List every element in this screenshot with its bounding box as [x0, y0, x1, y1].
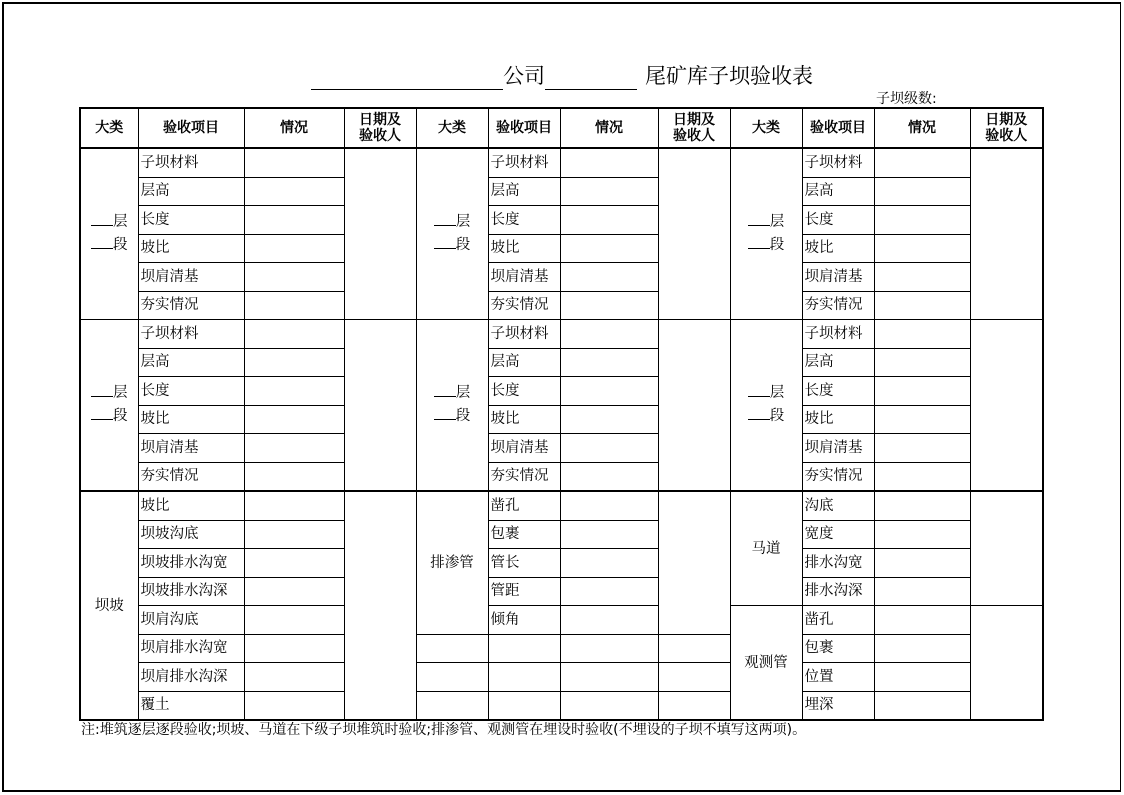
status-cell[interactable] — [874, 634, 970, 663]
empty-cell[interactable] — [416, 634, 488, 663]
date-inspector-cell[interactable] — [970, 491, 1043, 606]
item-cell: 包裹 — [488, 520, 560, 549]
subdam-level-label: 子坝级数: — [876, 91, 937, 107]
header-text: 情况 — [595, 120, 623, 136]
segment-blank[interactable] — [748, 234, 770, 249]
table-row — [80, 348, 1043, 377]
status-cell[interactable] — [560, 520, 658, 549]
header-text: 大类 — [95, 120, 124, 136]
empty-cell[interactable] — [488, 663, 560, 692]
status-cell[interactable] — [560, 491, 658, 520]
item-cell: 坡比 — [802, 405, 874, 434]
empty-cell[interactable] — [658, 634, 730, 663]
item-cell: 长度 — [802, 206, 874, 235]
category-berm: 马道 — [730, 491, 802, 606]
item-cell: 夯实情况 — [488, 462, 560, 491]
item-cell: 坡比 — [138, 405, 244, 434]
layer-category-cell[interactable] — [416, 320, 488, 492]
header-cell — [344, 108, 416, 148]
tailings-blank[interactable] — [545, 63, 637, 90]
header-cell — [560, 108, 658, 148]
status-cell[interactable] — [874, 148, 970, 177]
item-cell: 长度 — [802, 377, 874, 406]
layer-blank[interactable] — [748, 382, 770, 397]
category-drainage-pipe: 排渗管 — [416, 491, 488, 634]
table-row — [80, 234, 1043, 263]
status-cell[interactable] — [874, 377, 970, 406]
layer-category-cell[interactable] — [80, 148, 138, 320]
status-cell[interactable] — [560, 263, 658, 292]
header-text: 情况 — [908, 120, 936, 136]
table-row — [80, 520, 1043, 549]
status-cell[interactable] — [874, 234, 970, 263]
status-cell[interactable] — [244, 263, 344, 292]
status-cell[interactable] — [244, 577, 344, 606]
item-cell: 倾角 — [488, 606, 560, 635]
segment-blank[interactable] — [434, 405, 456, 420]
category-monitoring-pipe: 观测管 — [730, 606, 802, 721]
layer-label — [91, 211, 128, 257]
item-cell: 子坝材料 — [138, 148, 244, 177]
table-row — [80, 263, 1043, 292]
date-inspector-cell[interactable] — [970, 320, 1043, 492]
item-cell: 夯实情况 — [138, 462, 244, 491]
table-row — [80, 577, 1043, 606]
header-cell — [244, 108, 344, 148]
status-cell[interactable] — [874, 405, 970, 434]
item-cell: 层高 — [138, 177, 244, 206]
table-row — [80, 434, 1043, 463]
layer-label — [434, 211, 471, 257]
layer-blank[interactable] — [91, 382, 113, 397]
status-cell[interactable] — [560, 434, 658, 463]
layer-label — [434, 382, 471, 428]
ceng-text: 层 — [455, 385, 471, 401]
item-cell: 长度 — [488, 206, 560, 235]
item-cell: 沟底 — [802, 491, 874, 520]
item-cell: 层高 — [802, 348, 874, 377]
table-row — [80, 491, 1043, 520]
footnote: 注:堆筑逐层逐段验收;坝坡、马道在下级子坝堆筑时验收;排渗管、观测管在埋设时验收(不埋设的子坝不填写这两项)。 — [81, 722, 807, 738]
item-cell: 子坝材料 — [488, 320, 560, 349]
item-cell: 位置 — [802, 663, 874, 692]
date-inspector-cell[interactable] — [344, 491, 416, 720]
table-row — [80, 663, 1043, 692]
status-cell[interactable] — [874, 462, 970, 491]
header-text: 日期及 — [985, 112, 1028, 128]
date-inspector-cell[interactable] — [658, 320, 730, 492]
date-inspector-cell[interactable] — [658, 148, 730, 320]
status-cell[interactable] — [874, 320, 970, 349]
layer-blank[interactable] — [91, 211, 113, 226]
layer-label — [748, 211, 785, 257]
header-text: 大类 — [438, 120, 466, 136]
header-text: 验收人 — [985, 128, 1028, 144]
item-cell: 排水沟宽 — [802, 549, 874, 578]
date-inspector-cell[interactable] — [344, 320, 416, 492]
status-cell[interactable] — [244, 348, 344, 377]
item-cell: 坝肩清基 — [138, 263, 244, 292]
category-slope: 坝坡 — [80, 491, 138, 720]
item-cell: 层高 — [488, 348, 560, 377]
ceng-text: 层 — [455, 214, 471, 230]
status-cell[interactable] — [560, 348, 658, 377]
status-cell[interactable] — [874, 577, 970, 606]
layer-category-cell[interactable] — [416, 148, 488, 320]
status-cell[interactable] — [874, 206, 970, 235]
header-cell — [488, 108, 560, 148]
duan-text: 段 — [769, 408, 785, 424]
item-cell: 坝肩清基 — [488, 434, 560, 463]
table-row — [80, 634, 1043, 663]
status-cell[interactable] — [560, 206, 658, 235]
form-title — [0, 58, 1124, 90]
item-cell: 坝肩清基 — [138, 434, 244, 463]
status-cell[interactable] — [244, 405, 344, 434]
segment-blank[interactable] — [91, 405, 113, 420]
header-row — [80, 108, 1043, 148]
segment-line — [434, 405, 471, 428]
status-cell[interactable] — [560, 634, 658, 663]
duan-text: 段 — [113, 408, 128, 424]
header-cell — [730, 108, 802, 148]
segment-line — [748, 405, 785, 428]
item-cell: 埋深 — [802, 691, 874, 720]
table-row — [80, 291, 1043, 320]
ceng-text: 层 — [113, 385, 128, 401]
status-cell[interactable] — [560, 577, 658, 606]
status-cell[interactable] — [560, 691, 658, 720]
empty-cell[interactable] — [416, 691, 488, 720]
empty-cell[interactable] — [488, 691, 560, 720]
duan-text: 段 — [455, 237, 471, 253]
status-cell[interactable] — [244, 520, 344, 549]
layer-line — [91, 211, 128, 234]
header-text: 验收项目 — [163, 120, 219, 136]
duan-text: 段 — [113, 237, 128, 253]
item-cell: 包裹 — [802, 634, 874, 663]
layer-line — [91, 382, 128, 405]
status-cell[interactable] — [560, 148, 658, 177]
table-row — [80, 320, 1043, 349]
status-cell[interactable] — [874, 434, 970, 463]
company-blank[interactable] — [311, 63, 503, 90]
form-name: 尾矿库子坝验收表 — [645, 64, 813, 88]
item-cell: 坝肩清基 — [802, 263, 874, 292]
item-cell: 凿孔 — [802, 606, 874, 635]
date-inspector-cell[interactable] — [970, 606, 1043, 721]
item-cell: 子坝材料 — [802, 148, 874, 177]
item-cell: 坡比 — [138, 234, 244, 263]
item-cell: 夯实情况 — [802, 462, 874, 491]
status-cell[interactable] — [560, 663, 658, 692]
status-cell[interactable] — [244, 663, 344, 692]
header-cell — [802, 108, 874, 148]
status-cell[interactable] — [244, 634, 344, 663]
layer-label — [91, 382, 128, 428]
header-text: 验收项目 — [810, 120, 866, 136]
layer-label — [748, 382, 785, 428]
header-text: 日期及 — [359, 112, 401, 128]
item-cell: 子坝材料 — [802, 320, 874, 349]
header-text: 验收项目 — [496, 120, 552, 136]
status-cell[interactable] — [244, 491, 344, 520]
empty-cell[interactable] — [658, 663, 730, 692]
status-cell[interactable] — [874, 263, 970, 292]
status-cell[interactable] — [874, 691, 970, 720]
ceng-text: 层 — [113, 214, 128, 230]
item-cell: 夯实情况 — [488, 291, 560, 320]
table-row — [80, 405, 1043, 434]
empty-cell[interactable] — [658, 691, 730, 720]
header-cell — [658, 108, 730, 148]
layer-blank[interactable] — [434, 382, 456, 397]
empty-cell[interactable] — [416, 663, 488, 692]
item-cell: 坝肩清基 — [488, 263, 560, 292]
item-cell: 坝坡排水沟宽 — [138, 549, 244, 578]
status-cell[interactable] — [874, 348, 970, 377]
item-cell: 坝坡排水沟深 — [138, 577, 244, 606]
item-cell: 长度 — [138, 377, 244, 406]
item-cell: 凿孔 — [488, 491, 560, 520]
item-cell: 坝肩排水沟深 — [138, 663, 244, 692]
date-inspector-cell[interactable] — [658, 491, 730, 634]
item-cell: 坝肩清基 — [802, 434, 874, 463]
item-cell: 坡比 — [488, 234, 560, 263]
item-cell: 层高 — [802, 177, 874, 206]
status-cell[interactable] — [244, 206, 344, 235]
status-cell[interactable] — [560, 291, 658, 320]
date-inspector-cell[interactable] — [970, 148, 1043, 320]
segment-line — [91, 405, 128, 428]
ceng-text: 层 — [769, 385, 785, 401]
status-cell[interactable] — [874, 663, 970, 692]
item-cell: 子坝材料 — [488, 148, 560, 177]
header-cell — [874, 108, 970, 148]
header-cell — [416, 108, 488, 148]
status-cell[interactable] — [874, 291, 970, 320]
item-cell: 长度 — [488, 377, 560, 406]
header-cell — [970, 108, 1043, 148]
header-text: 日期及 — [673, 112, 715, 128]
table-row — [80, 148, 1043, 177]
status-cell[interactable] — [244, 691, 344, 720]
item-cell: 层高 — [138, 348, 244, 377]
status-cell[interactable] — [560, 377, 658, 406]
item-cell: 坝坡沟底 — [138, 520, 244, 549]
item-cell: 管长 — [488, 549, 560, 578]
header-text: 验收人 — [359, 128, 401, 144]
header-text: 情况 — [280, 120, 308, 136]
layer-category-cell[interactable] — [730, 320, 802, 492]
layer-category-cell[interactable] — [80, 320, 138, 492]
status-cell[interactable] — [874, 606, 970, 635]
header-text: 验收人 — [673, 128, 715, 144]
date-inspector-cell[interactable] — [344, 148, 416, 320]
table-row — [80, 606, 1043, 635]
status-cell[interactable] — [560, 405, 658, 434]
item-cell: 长度 — [138, 206, 244, 235]
segment-blank[interactable] — [748, 405, 770, 420]
table-row — [80, 691, 1043, 720]
status-cell[interactable] — [874, 491, 970, 520]
item-cell: 覆土 — [138, 691, 244, 720]
status-cell[interactable] — [560, 606, 658, 635]
item-cell: 子坝材料 — [138, 320, 244, 349]
segment-line — [748, 234, 785, 257]
acceptance-table — [79, 107, 1044, 721]
item-cell: 坡比 — [802, 234, 874, 263]
layer-line — [748, 382, 785, 405]
status-cell[interactable] — [560, 462, 658, 491]
segment-blank[interactable] — [91, 234, 113, 249]
item-cell: 坝肩排水沟宽 — [138, 634, 244, 663]
status-cell[interactable] — [560, 320, 658, 349]
item-cell: 坡比 — [488, 405, 560, 434]
status-cell[interactable] — [874, 520, 970, 549]
layer-line — [748, 211, 785, 234]
item-cell: 坡比 — [138, 491, 244, 520]
header-text: 大类 — [752, 120, 780, 136]
status-cell[interactable] — [244, 148, 344, 177]
segment-line — [434, 234, 471, 257]
item-cell: 夯实情况 — [802, 291, 874, 320]
duan-text: 段 — [455, 408, 471, 424]
layer-line — [434, 382, 471, 405]
status-cell[interactable] — [244, 320, 344, 349]
status-cell[interactable] — [560, 177, 658, 206]
status-cell[interactable] — [560, 549, 658, 578]
item-cell: 坝肩沟底 — [138, 606, 244, 635]
status-cell[interactable] — [244, 291, 344, 320]
segment-line — [91, 234, 128, 257]
item-cell: 排水沟深 — [802, 577, 874, 606]
status-cell[interactable] — [244, 549, 344, 578]
layer-category-cell[interactable] — [730, 148, 802, 320]
company-label: 公司 — [503, 64, 545, 88]
table-row — [80, 177, 1043, 206]
layer-line — [434, 211, 471, 234]
segment-blank[interactable] — [434, 234, 456, 249]
table-row — [80, 462, 1043, 491]
table-row — [80, 206, 1043, 235]
status-cell[interactable] — [244, 234, 344, 263]
status-cell[interactable] — [244, 462, 344, 491]
item-cell: 宽度 — [802, 520, 874, 549]
empty-cell[interactable] — [488, 634, 560, 663]
duan-text: 段 — [769, 237, 785, 253]
item-cell: 夯实情况 — [138, 291, 244, 320]
table-row — [80, 549, 1043, 578]
item-cell: 管距 — [488, 577, 560, 606]
status-cell[interactable] — [244, 377, 344, 406]
item-cell: 层高 — [488, 177, 560, 206]
table-row — [80, 377, 1043, 406]
status-cell[interactable] — [244, 434, 344, 463]
status-cell[interactable] — [244, 177, 344, 206]
status-cell[interactable] — [244, 606, 344, 635]
layer-blank[interactable] — [748, 211, 770, 226]
status-cell[interactable] — [560, 234, 658, 263]
layer-blank[interactable] — [434, 211, 456, 226]
header-cell — [138, 108, 244, 148]
ceng-text: 层 — [769, 214, 785, 230]
header-cell — [80, 108, 138, 148]
status-cell[interactable] — [874, 549, 970, 578]
status-cell[interactable] — [874, 177, 970, 206]
